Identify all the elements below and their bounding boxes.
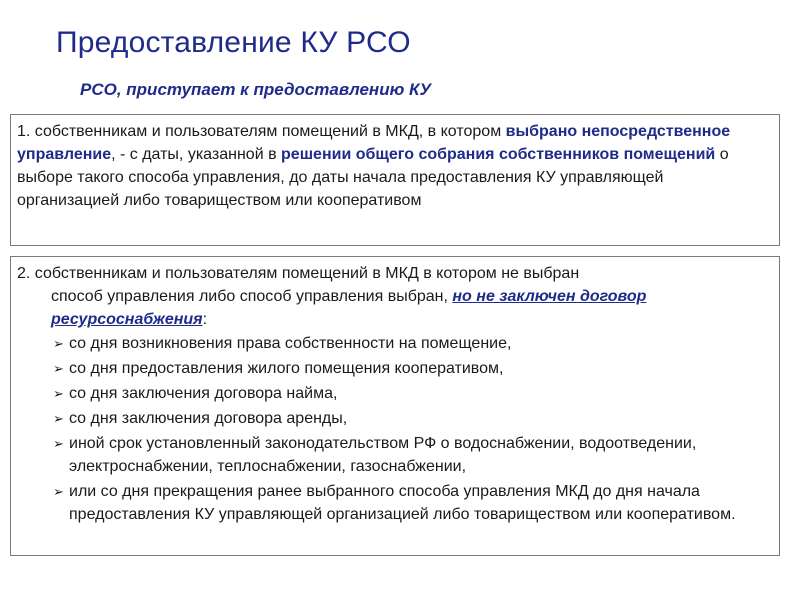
clause-2-bullet-list (17, 332, 765, 526)
list-item (17, 357, 765, 380)
clause-1-box (10, 114, 780, 246)
slide-title: Предоставление КУ РСО (56, 26, 411, 59)
clause-2-intro-continuation (17, 285, 765, 331)
clause-2-box (10, 256, 780, 556)
arrow-bullet-icon: ➢ (53, 361, 64, 376)
arrow-bullet-icon: ➢ (53, 411, 64, 426)
clause-1-highlight-general-meeting: решении общего собрания собственников помещений (281, 146, 716, 163)
bullet-text: иной срок установленный законодательством РФ о водоснабжении, водоотведении, электроснабжении, теплоснабжении, газоснабжении, (69, 435, 697, 475)
bullet-text: со дня заключения договора найма, (69, 385, 338, 402)
arrow-bullet-icon: ➢ (53, 484, 64, 499)
list-item (17, 480, 765, 526)
bullet-text: со дня заключения договора аренды, (69, 410, 348, 427)
bullet-text: или со дня прекращения ранее выбранного способа управления МКД до дня начала предоставления КУ управляющей организацией либо товариществом или кооперативом. (69, 483, 736, 523)
list-item (17, 407, 765, 430)
slide-subtitle: РСО, приступает к предоставлению КУ (80, 80, 431, 99)
clause-1-text-part2: , - с даты, указанной в (111, 146, 282, 163)
bullet-text: со дня возникновения права собственности на помещение, (69, 335, 512, 352)
clause-1-text-part3: о выборе такого способа управления, до даты начала предоставления КУ управляющей организацией либо товариществом или кооперативом (17, 146, 729, 209)
clause-2-highlight-no-contract: но не заключен договор ресурсоснабжения (51, 288, 647, 328)
arrow-bullet-icon: ➢ (53, 386, 64, 401)
clause-1-highlight-direct-management: выбрано непосредственное управление (17, 123, 731, 163)
list-item (17, 382, 765, 405)
clause-2-intro-line2: способ управления либо способ управления выбран, (51, 288, 453, 305)
list-item (17, 432, 765, 478)
clause-1-text-part1: 1. собственникам и пользователям помещений в МКД, в котором (17, 123, 506, 140)
list-item (17, 332, 765, 355)
arrow-bullet-icon: ➢ (53, 436, 64, 451)
arrow-bullet-icon: ➢ (53, 336, 64, 351)
bullet-text: со дня предоставления жилого помещения кооперативом, (69, 360, 504, 377)
clause-2-intro-line1: 2. собственникам и пользователям помещений в МКД в котором не выбран (17, 265, 580, 282)
clause-2-intro-end: : (202, 311, 208, 328)
